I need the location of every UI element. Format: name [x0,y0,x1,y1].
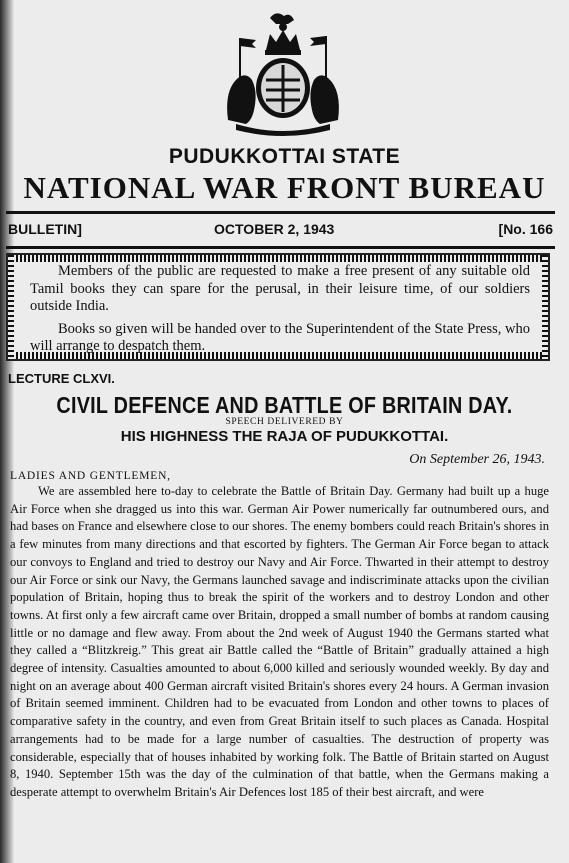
bulletin-number: [No. 166 [498,221,553,237]
salutation: LADIES AND GENTLEMEN, [10,470,171,482]
bulletin-label: BULLETIN] [8,221,82,237]
bureau-title: NATIONAL WAR FRONT BUREAU [23,170,546,205]
speech-body [10,483,549,802]
notice-border-top [8,255,548,262]
notice-box [6,253,550,361]
speech-delivered-by: SPEECH DELIVERED BY [225,417,344,427]
notice-text [30,263,530,356]
lecture-title: CIVIL DEFENCE AND BATTLE OF BRITAIN DAY. [56,392,513,418]
notice-paragraph-1: Members of the public are requested to make a free present of any suitable old Tamil books they can spare for the perusal, in their leisure time, of our soldiers outside India. [30,263,530,314]
speech-paragraph: We are assembled here to-day to celebrate the Battle of Britain Day. Germany had built up a huge Air Force when she dragged us into this war. German Air Power numerically far outnumbered ours, and had bases on France and elsewhere close to our shores. The enemy bombers could reach Britain's shores in a few minutes from many directions and that escorted by fighters. The German Air Force began to attack our convoys to England and tried to destroy our Navy and Air Force. Thwarted in their attempt to destroy our Air Force or sink our Navy, the Germans launched savage and indiscriminate attacks upon the civilian population of Britain, hoping thus to break the spirit of the workers and to destroy London and other towns. At first only a few aircraft came over Britain, dropped a small number of bombs at random causing little or no damage and flew away. From about the 2nd week of August 1940 the Germans started what they called a “Blitzkreig.” This great air Battle called the “Battle of Britain” gradually attained a high degree of intensity. Casualties amounted to about 6,000 killed and seriously wounded weekly. By day and night on an average about 400 German aircraft visited Britain's shores every 24 hours. A German invasion of Britain seemed imminent. Children had to be evacuated from London and other towns to places of comparative safety in the country, and even from Great Britain itself to such places as Canada. Hospital arrangements had to be made for a large number of casualties. The destruction of property was considerable, especially that of houses inhabited by working folk. The Battle of Britain started on August 8, 1940. September 15th was the day of the culmination of that battle, when the Germans making a desperate attempt to overwhelm Britain's Air Defences lost 185 of their best aircraft, and were [10,484,549,799]
notice-border-left [8,255,14,359]
state-title: PUDUKKOTTAI STATE [168,145,401,168]
notice-paragraph-2: Books so given will be handed over to the Superintendent of the State Press, who will arrange to despatch them. [30,320,530,354]
bulletin-header-row [6,211,555,249]
delivery-date: On September 26, 1943. [409,452,545,467]
state-emblem-icon [218,10,348,138]
lecture-number: LECTURE CLXVI. [8,371,115,386]
notice-border-right [542,255,548,359]
bulletin-date: OCTOBER 2, 1943 [214,221,335,237]
speaker-byline: HIS HIGHNESS THE RAJA OF PUDUKKOTTAI. [120,428,449,445]
